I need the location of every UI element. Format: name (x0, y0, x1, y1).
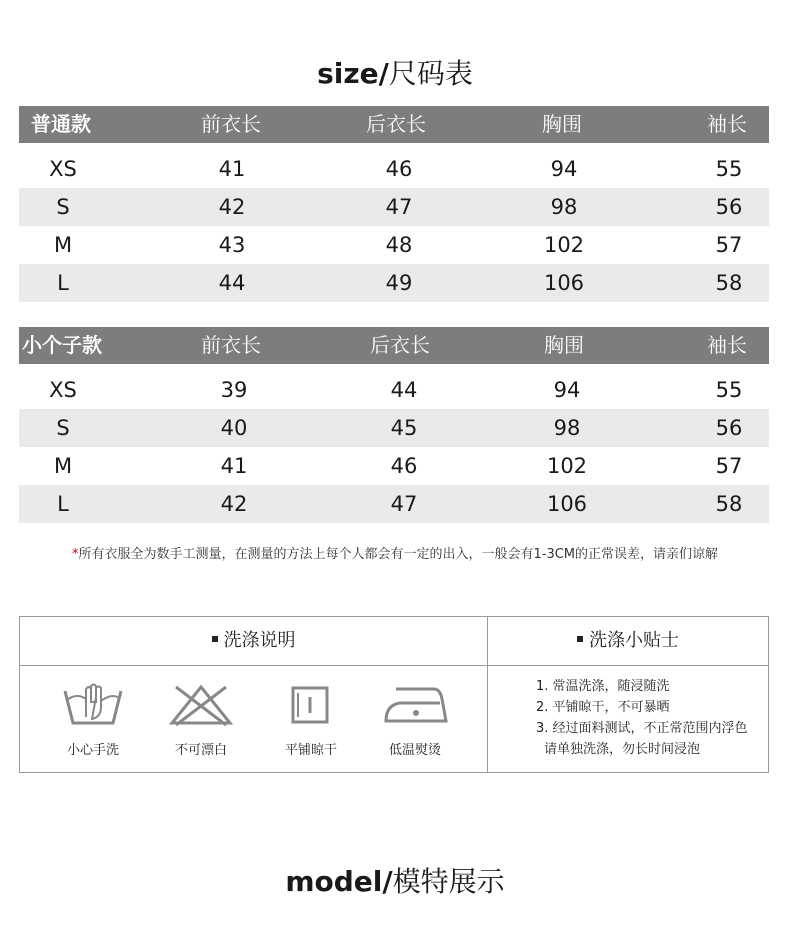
table-cell: S (56, 416, 70, 440)
table-cell: 55 (715, 378, 743, 402)
table-cell: 56 (715, 416, 743, 440)
table-cell: 43 (218, 233, 246, 257)
list-item: 3. 经过面料测试，不正常范围内浮色 (536, 721, 748, 736)
table-cell: 57 (715, 233, 743, 257)
note-star: * (71, 547, 79, 562)
table-row (19, 264, 769, 302)
header-cell: 前衣长 (201, 112, 261, 136)
header-cell: 小个子款 (22, 333, 102, 357)
table-cell: 106 (546, 492, 588, 516)
table-cell: 98 (553, 416, 581, 440)
measurement-note (0, 543, 790, 562)
size-title-en: size/ (317, 57, 389, 90)
table-cell: 42 (220, 492, 248, 516)
table-cell: L (57, 492, 69, 516)
model-display-title (0, 860, 790, 900)
table-row (19, 409, 769, 447)
header-cell: 后衣长 (370, 333, 430, 357)
note-text: 所有衣服全为数手工测量，在测量的方法上每个人都会有一定的出入，一般会有1-3CM的正常误差，请亲们谅解 (78, 547, 719, 562)
list-item: 2. 平铺晾干，不可暴晒 (536, 700, 670, 715)
table-cell: M (53, 233, 73, 257)
table-cell: 106 (543, 271, 585, 295)
table-cell: 46 (390, 454, 418, 478)
icon-label: 低温熨烫 (388, 743, 441, 758)
table-cell: 58 (715, 492, 743, 516)
model-title-zh: 模特展示 (392, 865, 505, 898)
table-cell: S (56, 195, 70, 219)
tips-title: 洗涤小贴士 (589, 630, 679, 651)
table-cell: 46 (385, 157, 413, 181)
table-cell: M (53, 454, 73, 478)
header-cell: 袖长 (707, 333, 747, 357)
icon-label: 小心手洗 (66, 743, 119, 758)
regular-table-header (19, 106, 769, 143)
table-cell: 44 (218, 271, 246, 295)
table-cell: 55 (715, 157, 743, 181)
table-cell: 102 (546, 454, 588, 478)
table-cell: 39 (220, 378, 248, 402)
flat-dry-icon (278, 683, 344, 727)
table-cell: 102 (543, 233, 585, 257)
icon-label: 平铺晾干 (284, 743, 337, 758)
hand-wash-icon (60, 683, 126, 727)
table-cell: 98 (550, 195, 578, 219)
table-cell: 58 (715, 271, 743, 295)
table-cell: 47 (385, 195, 413, 219)
table-cell: 47 (390, 492, 418, 516)
table-cell: L (57, 271, 69, 295)
header-cell: 前衣长 (201, 333, 261, 357)
table-cell: 44 (390, 378, 418, 402)
model-title-en: model/ (285, 865, 393, 898)
table-cell: 40 (220, 416, 248, 440)
table-row (19, 188, 769, 226)
header-cell: 普通款 (31, 112, 91, 136)
no-bleach-icon (168, 683, 234, 727)
table-cell: XS (49, 157, 77, 181)
wash-tips-heading (488, 617, 768, 665)
wash-title: 洗涤说明 (223, 630, 296, 651)
petite-table-header (19, 327, 769, 364)
icon-label: 不可漂白 (174, 743, 227, 758)
wash-tips-list (515, 676, 748, 760)
header-cell: 后衣长 (366, 112, 426, 136)
table-cell: 42 (218, 195, 246, 219)
table-cell: 41 (218, 157, 246, 181)
table-cell: 45 (390, 416, 418, 440)
table-cell: 41 (220, 454, 248, 478)
bullet-square (212, 636, 218, 642)
table-cell: 94 (553, 378, 581, 402)
header-cell: 袖长 (707, 112, 747, 136)
table-cell: 56 (715, 195, 743, 219)
table-row (19, 371, 769, 409)
regular-size-table (19, 106, 769, 302)
size-title-zh: 尺码表 (388, 57, 473, 90)
table-row (19, 485, 769, 523)
header-cell: 胸围 (544, 333, 584, 357)
wash-instructions-heading (20, 617, 487, 665)
size-chart-title (0, 52, 790, 92)
divider (20, 665, 768, 666)
table-row (19, 447, 769, 485)
list-item: 1. 常温洗涤，随浸随洗 (536, 679, 670, 694)
table-cell: 94 (550, 157, 578, 181)
header-cell: 胸围 (542, 112, 582, 136)
list-item: 请单独洗涤，勿长时间浸泡 (544, 742, 701, 757)
table-row (19, 226, 769, 264)
petite-size-table (19, 327, 769, 523)
table-cell: 48 (385, 233, 413, 257)
low-iron-icon (382, 683, 448, 727)
table-cell: 57 (715, 454, 743, 478)
table-cell: XS (49, 378, 77, 402)
bullet-square (577, 636, 583, 642)
table-row (19, 150, 769, 188)
table-cell: 49 (385, 271, 413, 295)
